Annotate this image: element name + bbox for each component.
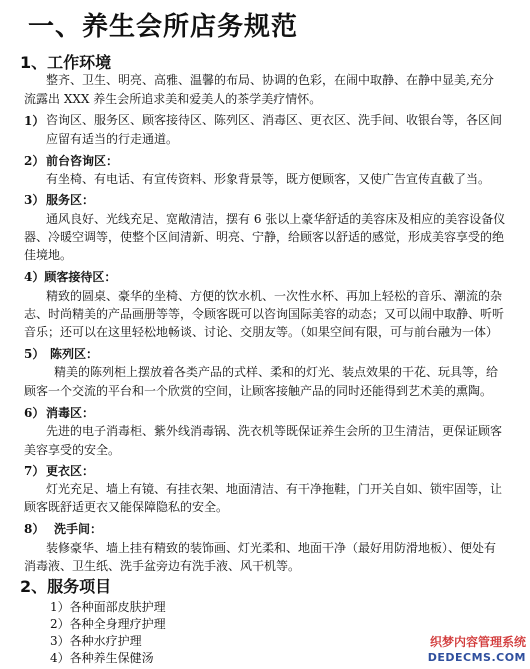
- item-4-line-1: 精致的圆桌、豪华的坐椅、方便的饮水机、一次性水杯、再加上轻松的音乐、潮流的杂: [46, 289, 503, 303]
- item-6-number: 6）: [24, 406, 45, 420]
- item-8-line-1: 装修豪华、墙上挂有精致的装饰画、灯光柔和、地面干净（最好用防滑地板）、便处有: [46, 541, 497, 555]
- item-5-line-2: 顾客一个交流的平台和一个欣赏的空间，让顾客接触产品的同时还能得到艺术美的熏陶。: [24, 384, 493, 398]
- item-7-heading: 更衣区：: [46, 464, 95, 478]
- item-1-line-2: 应留有适当的行走通道。: [46, 132, 179, 146]
- intro-line-2: 流露出 XXX 养生会所追求美和爱美人的茶学美疗情怀。: [24, 92, 322, 106]
- item-4-line-3: 音乐；还可以在这里轻松地畅谈、讨论、交朋友等。（如果空间有限，可与前台融为一体）: [24, 325, 499, 339]
- watermark-line-2: DEDECMS.COM: [427, 651, 526, 664]
- item-3-number: 3）: [24, 193, 45, 207]
- item-8-line-2: 消毒液、卫生纸、洗手盆旁边有洗手液、风干机等。: [24, 559, 301, 573]
- item-3-line-1: 通风良好、光线充足、宽敞清洁，摆有 6 张以上豪华舒适的美容床及相应的美容设备仪: [46, 212, 506, 226]
- item-2-line-1: 有坐椅、有电话、有宣传资料、形象背景等，既方便顾客，又使广告宣传直截了当。: [46, 172, 491, 186]
- item-3-line-3: 佳境地。: [24, 248, 73, 262]
- item-6-line-1: 先进的电子消毒柜、紫外线消毒锅、洗衣机等既保证养生会所的卫生清洁，更保证顾客: [46, 424, 503, 438]
- service-item-1: 1）各种面部皮肤护理: [50, 600, 166, 614]
- service-item-2: 2）各种全身理疗护理: [50, 617, 166, 631]
- item-2-heading: 前台咨询区：: [46, 154, 119, 168]
- intro-line-1: 整齐、卫生、明亮、高雅、温馨的布局、协调的色彩，在闹中取静、在静中显美,充分: [46, 73, 494, 87]
- item-3-line-2: 器、冷暖空调等，使整个区间清新、明亮、宁静，给顾客以舒适的感觉，形成美容享受的绝: [24, 230, 505, 244]
- item-1-number: 1）: [24, 114, 45, 128]
- item-7-line-2: 顾客既舒适更衣又能保障隐私的安全。: [24, 500, 229, 514]
- section-heading-work-environment: 1、工作环境: [20, 53, 112, 72]
- item-6-line-2: 美容享受的安全。: [24, 443, 121, 457]
- item-2-number: 2）: [24, 154, 45, 168]
- item-8-heading: 洗手间：: [54, 522, 103, 536]
- section-heading-services: 2、服务项目: [20, 577, 112, 596]
- item-5-heading: 陈列区：: [50, 347, 99, 361]
- item-4-line-2: 志、时尚精美的产品画册等等，令顾客既可以咨询国际美容的动态；又可以闹中取静、听听: [24, 307, 505, 321]
- item-6-heading: 消毒区：: [46, 406, 95, 420]
- item-7-number: 7）: [24, 464, 45, 478]
- item-8-number: 8）: [24, 522, 45, 536]
- item-7-line-1: 灯光充足、墙上有镜、有挂衣架、地面清洁、有干净拖鞋，门开关自如、锁牢固等，让: [46, 482, 503, 496]
- item-3-heading: 服务区：: [46, 193, 95, 207]
- watermark-logo: [410, 635, 526, 667]
- service-item-3: 3）各种水疗护理: [50, 634, 142, 648]
- page-title: 一、养生会所店务规范: [28, 12, 299, 42]
- item-5-line-1: 精美的陈列柜上摆放着各类产品的式样、柔和的灯光、装点效果的干花、玩具等，给: [54, 365, 499, 379]
- service-item-4: 4）各种养生保健汤: [50, 651, 154, 665]
- watermark-line-1: 织梦内容管理系统: [429, 635, 526, 649]
- item-4-heading: 4）顾客接待区：: [24, 270, 117, 284]
- item-5-number: 5）: [24, 347, 45, 361]
- item-1-line-1: 咨询区、服务区、顾客接待区、陈列区、消毒区、更衣区、洗手间、收银台等，各区间: [46, 113, 503, 127]
